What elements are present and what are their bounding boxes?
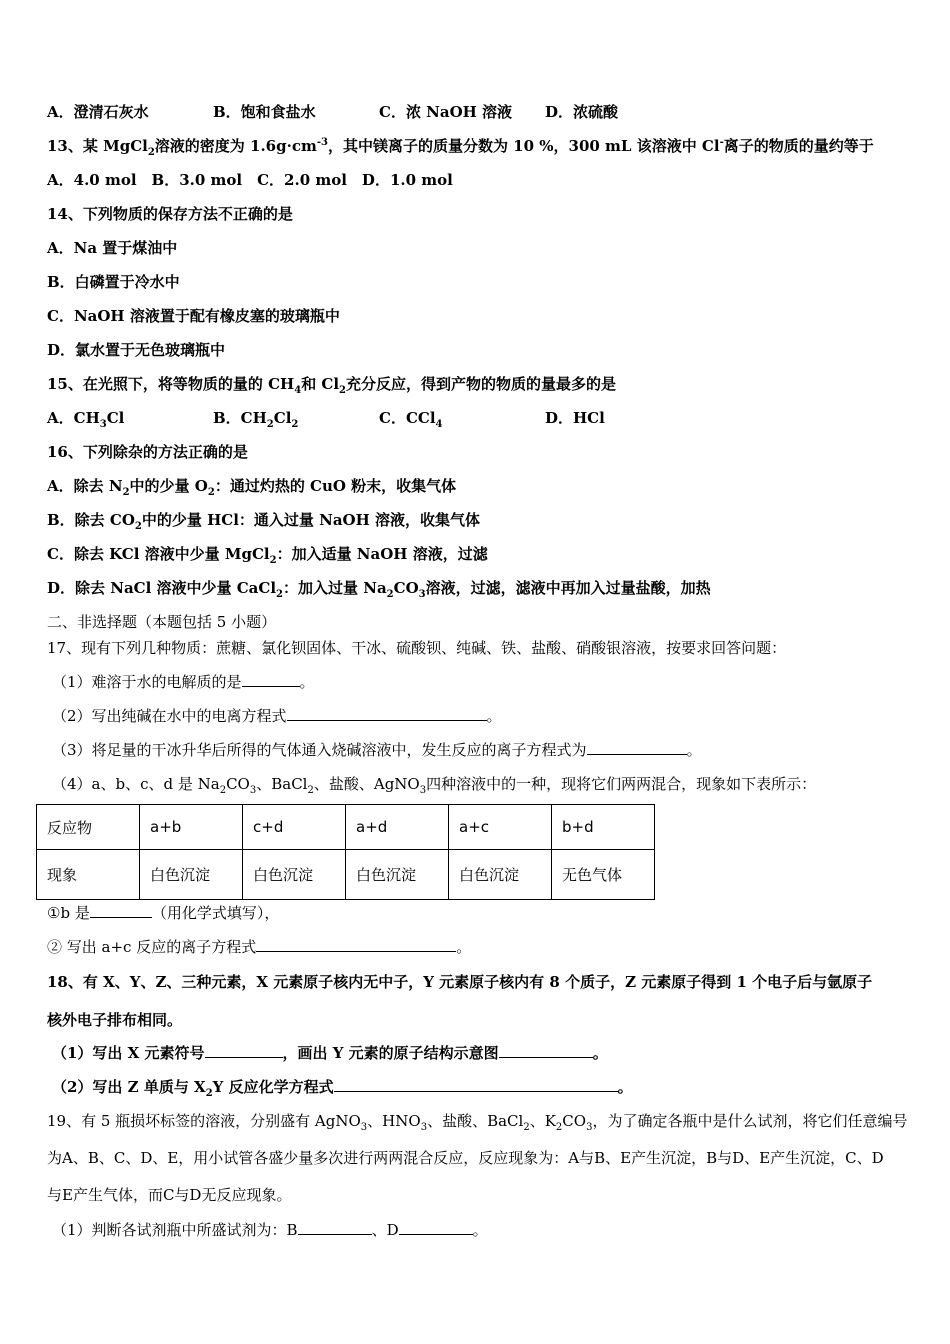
q13-options: A．4.0 mol B．3.0 mol C．2.0 mol D．1.0 mol — [47, 171, 453, 189]
q14-option-b: B．白磷置于冷水中 — [47, 273, 180, 291]
q18-stem-line-2: 核外电子排布相同。 — [47, 1011, 183, 1029]
q12-option-a: A．澄清石灰水 — [47, 103, 149, 121]
q13-stem: 13、某 MgCl$_2$溶液的密度为 $1.6g\cdot cm^{-3}$，其中镁离子的质量分数为 10 %，300 mL 该溶液中 Cl-离子的物质的量约等于 — [47, 137, 874, 158]
table-cell: a+c — [449, 805, 552, 850]
answer-blank[interactable] — [298, 1220, 372, 1235]
answer-blank[interactable] — [587, 740, 687, 755]
q17-part-1: （1）难溶于水的电解质的是 。 — [52, 673, 315, 691]
section-heading: 二、非选择题（本题包括 5 小题） — [47, 613, 277, 631]
q19-stem-line-2: 为A、B、C、D、E，用小试管各盛少量多次进行两两混合反应，反应现象为：A与B、E产生沉淀，B与D、E产生沉淀，C、D — [47, 1149, 884, 1167]
q19-part-1: （1）判断各试剂瓶中所盛试剂为：B 、D 。 — [52, 1221, 488, 1239]
q17-part-2: （2）写出纯碱在水中的电离方程式 。 — [52, 707, 502, 725]
q19-stem-line-3: 与E产生气体，而C与D无反应现象。 — [47, 1186, 292, 1204]
q14-stem: 14、下列物质的保存方法不正确的是 — [47, 205, 293, 223]
q16-option-b: B．除去 $CO_2$中的少量 HCl：通入过量 NaOH 溶液，收集气体 — [47, 511, 481, 532]
q17-sub-2: ② 写出 a+c 反应的离子方程式 。 — [47, 938, 472, 956]
q12-option-d: D．浓硫酸 — [545, 103, 619, 121]
q12-options — [47, 102, 618, 122]
table-cell: 无色气体 — [552, 850, 655, 900]
answer-blank[interactable] — [205, 1043, 283, 1058]
q16-option-c: C．除去 KCl 溶液中少量 MgCl$_2$：加入适量 NaOH 溶液，过滤 — [47, 545, 488, 566]
table-cell: a+b — [140, 805, 243, 850]
q18-stem-line-1: 18、有 X、Y、Z、三种元素，X 元素原子核内无中子，Y 元素原子核内有 8 个质子，Z 元素原子得到 1 个电子后与氩原子 — [47, 973, 873, 991]
q12-option-b: B．饱和食盐水 — [213, 103, 316, 121]
q15-option-a: A．$CH_3Cl$ — [47, 409, 125, 430]
q15-option-b: B．$CH_2Cl_2$ — [213, 409, 299, 430]
answer-blank[interactable] — [90, 903, 152, 918]
answer-blank[interactable] — [256, 937, 456, 952]
answer-blank[interactable] — [399, 1220, 473, 1235]
q15-options — [47, 408, 605, 428]
reaction-table — [36, 804, 655, 900]
q15-option-d: D．HCl — [545, 409, 605, 427]
table-cell: 白色沉淀 — [346, 850, 449, 900]
table-cell: b+d — [552, 805, 655, 850]
table-header-row — [37, 805, 655, 850]
q17-stem: 17、现有下列几种物质：蔗糖、氯化钡固体、干冰、硫酸钡、纯碱、铁、盐酸、硝酸银溶液，按要求回答问题： — [47, 639, 787, 657]
q12-option-c: C．浓 NaOH 溶液 — [379, 103, 513, 121]
answer-blank[interactable] — [499, 1043, 593, 1058]
table-cell: 白色沉淀 — [140, 850, 243, 900]
table-cell: 白色沉淀 — [449, 850, 552, 900]
table-cell: 白色沉淀 — [243, 850, 346, 900]
q14-option-c: C．NaOH 溶液置于配有橡皮塞的玻璃瓶中 — [47, 307, 340, 325]
q15-stem: 15、在光照下，将等物质的量的 $CH_4$和 $Cl_2$充分反应，得到产物的物质的量最多的是 — [47, 375, 617, 396]
q16-stem: 16、下列除杂的方法正确的是 — [47, 443, 248, 461]
q16-option-d: D．除去 NaCl 溶液中少量 CaCl$_2$：加入过量 $Na_2CO_3$溶液，过滤，滤液中再加入过量盐酸，加热 — [47, 579, 711, 600]
q14-option-d: D．氯水置于无色玻璃瓶中 — [47, 341, 226, 359]
q18-part-2: （2）写出 Z 单质与 $X_2Y$ 反应化学方程式 。 — [52, 1078, 633, 1099]
table-cell: 现象 — [37, 850, 140, 900]
q15-option-c: C．CCl$_4$ — [379, 409, 443, 430]
answer-blank[interactable] — [242, 672, 300, 687]
q17-part-4: （4）a、b、c、d 是 $Na_2CO_3$、BaCl$_2$、盐酸、AgNO$_3$四种溶液中的一种，现将它们两两混合，现象如下表所示： — [52, 775, 817, 796]
table-cell: a+d — [346, 805, 449, 850]
answer-blank[interactable] — [334, 1077, 618, 1092]
q17-part-3: （3）将足量的干冰升华后所得的气体通入烧碱溶液中，发生反应的离子方程式为 。 — [52, 741, 702, 759]
q16-option-a: A．除去 $N_2$中的少量 $O_2$：通过灼热的 CuO 粉末，收集气体 — [47, 477, 457, 498]
q19-stem-line-1: 19、有 5 瓶损坏标签的溶液，分别盛有 AgNO$_3$、$HNO_3$、盐酸、BaCl$_2$、$K_2CO_3$，为了确定各瓶中是什么试剂，将它们任意编号 — [47, 1112, 908, 1133]
q17-sub-1: ①b 是 （用化学式填写）， — [47, 904, 280, 922]
table-row — [37, 850, 655, 900]
q14-option-a: A．Na 置于煤油中 — [47, 239, 178, 257]
q18-part-1: （1）写出 X 元素符号 ，画出 Y 元素的原子结构示意图 。 — [52, 1044, 608, 1062]
table-cell: c+d — [243, 805, 346, 850]
table-cell: 反应物 — [37, 805, 140, 850]
answer-blank[interactable] — [287, 706, 487, 721]
